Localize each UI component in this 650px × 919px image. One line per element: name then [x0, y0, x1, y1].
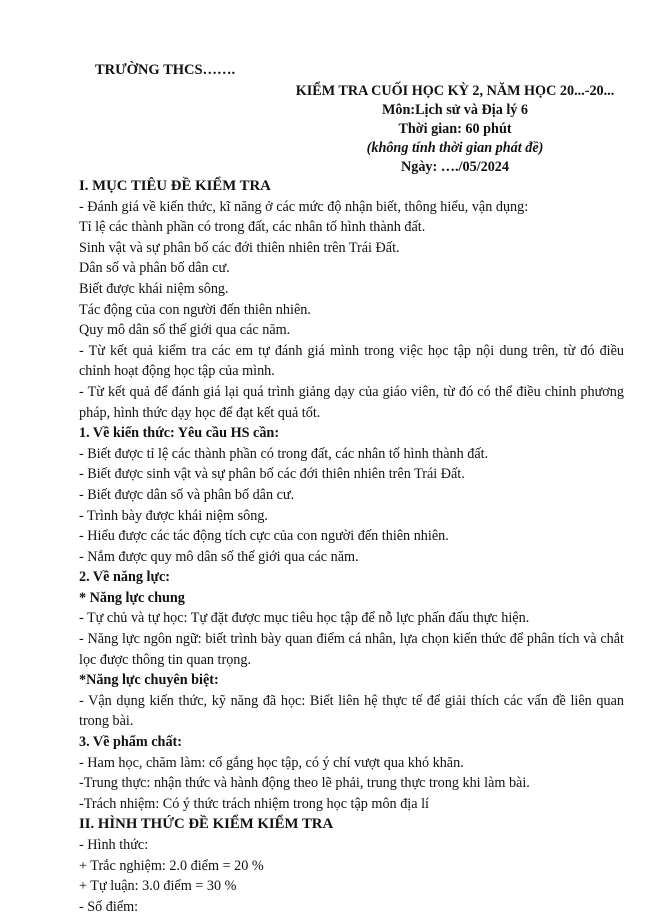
- paragraph: - Từ kết quả để đánh giá lại quá trình giảng dạy của giáo viên, từ đó có thể điều chỉnh phương pháp, hình thức dạy học để đạt kết quả tốt.: [79, 383, 624, 421]
- paragraph: - Năng lực ngôn ngữ: biết trình bày quan điểm cá nhân, lựa chọn kiến thức để phân tích và chắt lọc được thông tin quan trọng.: [79, 631, 624, 668]
- paragraph: -Trách nhiệm: Có ý thức trách nhiệm trong học tập môn địa lí: [79, 795, 429, 812]
- paragraph: - Từ kết quả kiểm tra các em tự đánh giá mình trong việc học tập nội dung trên, từ đó điều chỉnh hoạt động học tập của mình.: [79, 342, 624, 380]
- subsection-heading: *Năng lực chuyên biệt:: [79, 672, 219, 689]
- paragraph: - Tự chủ và tự học: Tự đặt được mục tiêu học tập để nỗ lực phấn đấu thực hiện.: [79, 610, 530, 627]
- paragraph: Quy mô dân số thế giới qua các năm.: [79, 322, 291, 339]
- paragraph: + Trắc nghiệm: 2.0 điểm = 20 %: [79, 857, 264, 874]
- paragraph: Sinh vật và sự phân bố các đới thiên nhiên trên Trái Đất.: [79, 239, 400, 256]
- paragraph: - Biết được tỉ lệ các thành phần có trong đất, các nhân tố hình thành đất.: [79, 445, 489, 462]
- paragraph: - Vận dụng kiến thức, kỹ năng đã học: Biết liên hệ thực tế để giải thích các vấn đề liên quan trong bài.: [79, 692, 624, 730]
- exam-subject: Môn:Lịch sử và Địa lý 6: [381, 102, 529, 118]
- paragraph: - Ham học, chăm làm: cố gắng học tập, có ý chí vượt qua khó khăn.: [79, 754, 464, 771]
- paragraph: - Nắm được quy mô dân số thế giới qua các năm.: [79, 548, 359, 565]
- exam-time: Thời gian: 60 phút: [398, 121, 512, 137]
- paragraph: - Biết được dân số và phân bố dân cư.: [79, 486, 295, 503]
- paragraph: - Hiểu được các tác động tích cực của con người đến thiên nhiên.: [79, 528, 449, 545]
- paragraph: - Hình thức:: [79, 837, 149, 853]
- paragraph: -Trung thực: nhận thức và hành động theo lẽ phải, trung thực trong khi làm bài.: [79, 775, 530, 792]
- paragraph: - Trình bày được khái niệm sông.: [79, 507, 268, 524]
- subsection-heading: 1. Về kiến thức: Yêu cầu HS cần:: [79, 425, 280, 442]
- school-name: TRƯỜNG THCS…….: [95, 62, 236, 78]
- paragraph: - Đánh giá về kiến thức, kĩ năng ở các mức độ nhận biết, thông hiểu, vận dụng:: [79, 198, 529, 215]
- paragraph: - Biết được sinh vật và sự phân bố các đới thiên nhiên trên Trái Đất.: [79, 466, 465, 483]
- subsection-heading: 2. Về năng lực:: [79, 569, 171, 586]
- section-heading: I. MỤC TIÊU ĐỀ KIỂM TRA: [79, 178, 271, 194]
- document-body: [79, 176, 624, 917]
- exam-header: [270, 82, 640, 177]
- subsection-heading: * Năng lực chung: [79, 589, 185, 606]
- paragraph: Biết được khái niệm sông.: [79, 280, 229, 297]
- section-heading: II. HÌNH THỨC ĐỀ KIỂM KIỂM TRA: [79, 816, 334, 833]
- paragraph: - Số điểm:: [79, 898, 139, 915]
- paragraph: Dân số và phân bố dân cư.: [79, 260, 230, 277]
- paragraph: + Tự luận: 3.0 điểm = 30 %: [79, 878, 237, 895]
- exam-title: KIỂM TRA CUỐI HỌC KỲ 2, NĂM HỌC 20...-20...: [295, 83, 615, 99]
- paragraph: Tác động của con người đến thiên nhiên.: [79, 301, 311, 318]
- exam-date: Ngày: …./05/2024: [401, 159, 509, 175]
- subsection-heading: 3. Về phẩm chất:: [79, 734, 182, 751]
- paragraph: Tỉ lệ các thành phần có trong đất, các nhân tố hình thành đất.: [79, 219, 426, 236]
- exam-time-note: (không tính thời gian phát đề): [366, 140, 544, 156]
